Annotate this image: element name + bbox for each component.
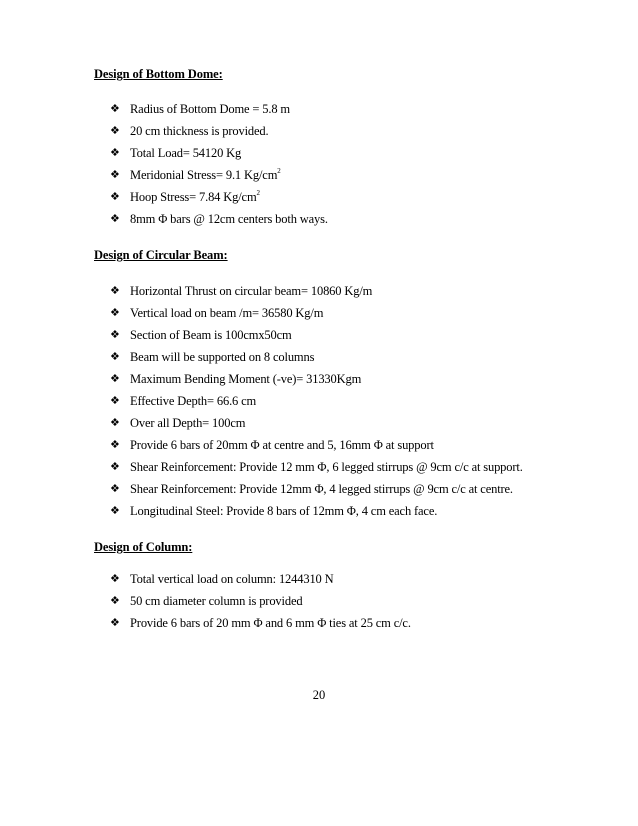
diamond-bullet-icon: ❖: [110, 394, 120, 407]
list-item-text: Hoop Stress= 7.84 $Kg/cm^2$: [130, 189, 260, 204]
diamond-bullet-icon: ❖: [110, 504, 120, 517]
diamond-bullet-icon: ❖: [110, 594, 120, 607]
superscript: 2: [277, 167, 281, 175]
list-item-text: Provide 6 bars of 20mm Φ at centre and 5, 16mm Φ at support: [130, 438, 434, 452]
list-item-text: Beam will be supported on 8 columns: [130, 350, 315, 364]
list-item-text: 50 cm diameter column is provided: [130, 594, 303, 608]
list-item-text: 20 cm thickness is provided.: [130, 124, 269, 138]
list-item-text: Radius of Bottom Dome = 5.8 m: [130, 102, 290, 116]
list-item-text: Total vertical load on column: 1244310 N: [130, 572, 334, 586]
list-item-text: Vertical load on beam /m= 36580 Kg/m: [130, 306, 324, 320]
list-item-text: Total Load= 54120 Kg: [130, 146, 242, 160]
list-item-text: Section of Beam is 100cmx50cm: [130, 328, 292, 342]
section-heading-column: Design of Column:: [94, 540, 193, 554]
list-item-text: Horizontal Thrust on circular beam= 10860 Kg/m: [130, 284, 373, 298]
section-heading-bottom-dome: Design of Bottom Dome:: [94, 67, 223, 81]
diamond-bullet-icon: ❖: [110, 146, 120, 159]
list-item-text: Maximum Bending Moment (-ve)= 31330Kgm: [130, 372, 362, 386]
diamond-bullet-icon: ❖: [110, 372, 120, 385]
list-item-text: Over all Depth= 100cm: [130, 416, 246, 430]
diamond-bullet-icon: ❖: [110, 168, 120, 181]
page-number: 20: [312, 688, 326, 702]
diamond-bullet-icon: ❖: [110, 416, 120, 429]
diamond-bullet-icon: ❖: [110, 350, 120, 363]
superscript: 2: [256, 189, 260, 197]
list-item-text: 8mm Φ bars @ 12cm centers both ways.: [130, 212, 328, 226]
diamond-bullet-icon: ❖: [110, 124, 120, 137]
list-item-text: Meridonial Stress= 9.1 $Kg/cm^2$: [130, 167, 281, 182]
diamond-bullet-icon: ❖: [110, 572, 120, 585]
diamond-bullet-icon: ❖: [110, 460, 120, 473]
list-item-text: Effective Depth= 66.6 cm: [130, 394, 257, 408]
diamond-bullet-icon: ❖: [110, 616, 120, 629]
diamond-bullet-icon: ❖: [110, 284, 120, 297]
diamond-bullet-icon: ❖: [110, 306, 120, 319]
section-heading-circular-beam: Design of Circular Beam:: [94, 248, 228, 262]
list-item-text: Longitudinal Steel: Provide 8 bars of 12mm Φ, 4 cm each face.: [130, 504, 438, 518]
diamond-bullet-icon: ❖: [110, 102, 120, 115]
list-item-text: Shear Reinforcement: Provide 12 mm Φ, 6 legged stirrups @ 9cm c/c at support.: [130, 460, 523, 474]
list-item-text: Shear Reinforcement: Provide 12mm Φ, 4 legged stirrups @ 9cm c/c at centre.: [130, 482, 513, 496]
diamond-bullet-icon: ❖: [110, 212, 120, 225]
diamond-bullet-icon: ❖: [110, 438, 120, 451]
list-item-text: Provide 6 bars of 20 mm Φ and 6 mm Φ ties at 25 cm c/c.: [130, 616, 411, 630]
diamond-bullet-icon: ❖: [110, 482, 120, 495]
diamond-bullet-icon: ❖: [110, 328, 120, 341]
diamond-bullet-icon: ❖: [110, 190, 120, 203]
